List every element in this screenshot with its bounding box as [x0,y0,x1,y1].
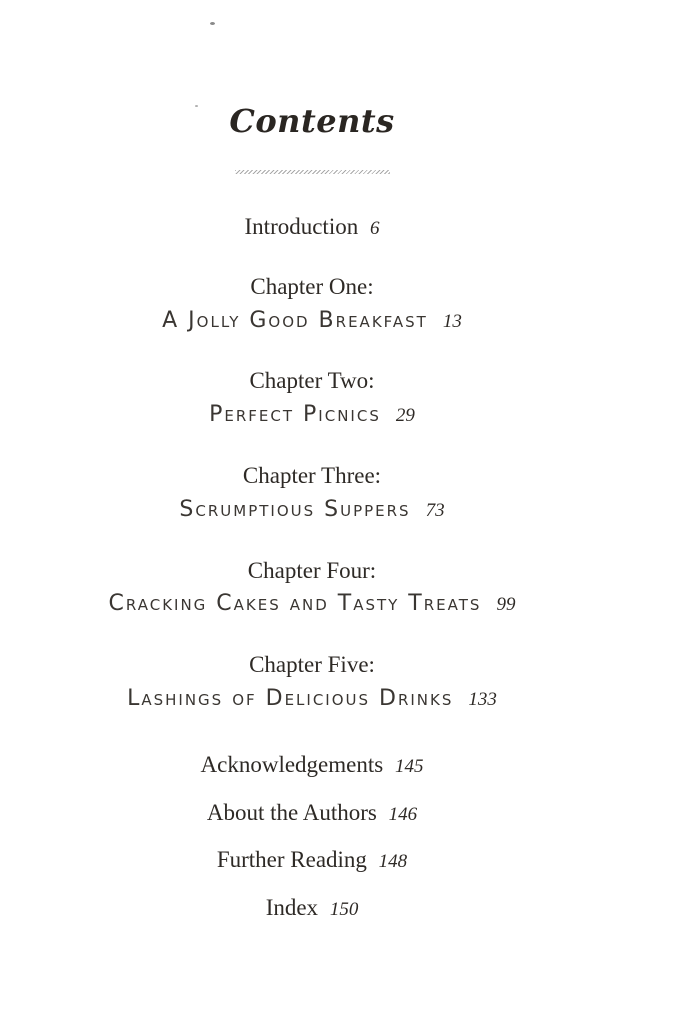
toc-page-number: 150 [329,899,359,920]
page-title: Contents [229,102,395,140]
toc-page-number: 148 [378,851,408,872]
chapter-title: A Jolly Good Breakfast [162,308,428,333]
toc-entry-chapter-one [0,308,624,333]
toc-page-number: 13 [442,311,462,332]
toc-entry-index [0,895,624,921]
toc-entry-label: Index [265,895,319,920]
scan-speck [210,22,215,25]
title-divider [235,170,390,174]
toc-entry-further-reading [0,847,624,873]
toc-page-number: 73 [425,500,445,521]
chapter-title: Scrumptious Suppers [179,497,411,522]
toc-entry-chapter-three [0,497,624,522]
toc-entry-about-the-authors [0,800,624,826]
toc-page-number: 6 [369,218,380,239]
chapter-title: Cracking Cakes and Tasty Treats [108,591,482,616]
toc-entry-acknowledgements [0,752,624,778]
toc-entry-chapter-two [0,402,624,427]
toc-entry-chapter-four [0,591,624,616]
toc-entry-label: About the Authors [206,800,377,825]
toc-page-number: 133 [468,689,497,710]
toc-entry-chapter-five [0,686,624,711]
toc-entry-label: Further Reading [216,847,367,872]
toc-entry-introduction [0,214,624,240]
toc-entry-label: Acknowledgements [200,752,384,777]
chapter-three-heading: Chapter Three: [242,463,382,488]
chapter-title: Lashings of Delicious Drinks [127,686,454,711]
chapter-four-heading: Chapter Four: [247,558,377,583]
chapter-two-heading: Chapter Two: [249,368,375,393]
chapter-title: Perfect Picnics [209,402,381,427]
toc-page-number: 145 [394,756,424,777]
toc-entry-label: Introduction [244,214,359,239]
toc-page-number: 29 [395,405,415,426]
toc-page-number: 146 [388,804,418,825]
toc-page-number: 99 [496,594,516,615]
chapter-five-heading: Chapter Five: [249,652,375,677]
chapter-one-heading: Chapter One: [250,274,374,299]
